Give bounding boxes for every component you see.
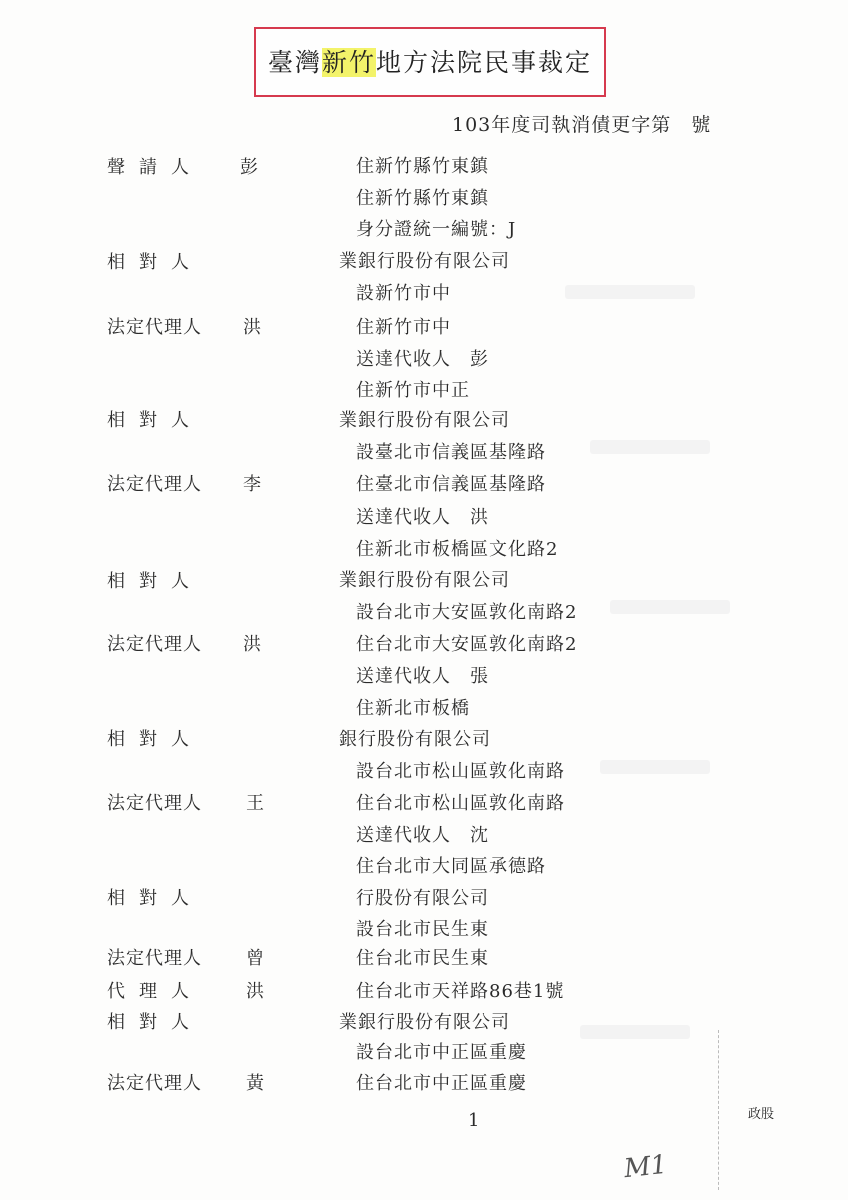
title-suffix: 地方法院民事裁定 (376, 48, 593, 77)
party-name: 曾 (246, 948, 264, 969)
address-line: 住新北市板橋區文化路2 (356, 539, 559, 560)
service-agent-line: 送達代收人 洪 (356, 507, 489, 528)
service-agent-line: 送達代收人 沈 (356, 825, 489, 846)
party-role: 法定代理人 (107, 634, 202, 655)
redaction-smudge (610, 600, 730, 614)
address-line: 設台北市中正區重慶 (356, 1042, 527, 1063)
party-name: 彭 (240, 157, 258, 178)
address-line: 住台北市大安區敦化南路2 (356, 634, 578, 655)
company-name-line: 銀行股份有限公司 (339, 729, 491, 750)
title-prefix: 臺灣 (267, 48, 322, 77)
party-role: 相對人 (107, 729, 203, 750)
address-line: 設台北市民生東 (356, 919, 489, 940)
party-role: 聲請人 (107, 157, 203, 178)
party-role: 法定代理人 (107, 793, 202, 814)
company-name-line: 業銀行股份有限公司 (339, 251, 510, 272)
party-role: 相對人 (107, 410, 203, 431)
handwritten-initials: M1 (622, 1149, 669, 1185)
party-name: 洪 (243, 634, 261, 655)
document-title-box (254, 27, 606, 97)
address-line: 設台北市大安區敦化南路2 (356, 602, 578, 623)
party-name: 洪 (243, 317, 261, 338)
id-number-line: 身分證統一編號：J (356, 219, 517, 240)
party-name: 黃 (246, 1073, 264, 1094)
party-role: 相對人 (107, 888, 203, 909)
margin-divider (718, 1030, 719, 1190)
address-line: 住新竹市中 (356, 317, 451, 338)
company-name-line: 業銀行股份有限公司 (339, 410, 510, 431)
party-role: 法定代理人 (107, 1073, 202, 1094)
party-role: 相對人 (107, 252, 203, 273)
service-agent-line: 送達代收人 張 (356, 666, 489, 687)
party-role: 法定代理人 (107, 948, 202, 969)
party-role: 法定代理人 (107, 474, 202, 495)
redaction-smudge (600, 760, 710, 774)
party-role: 法定代理人 (107, 317, 202, 338)
page-number: 1 (468, 1110, 480, 1131)
party-role: 代理人 (107, 981, 203, 1002)
document-title (256, 43, 604, 79)
party-name: 王 (246, 793, 264, 814)
party-name: 李 (243, 474, 261, 495)
address-line: 住台北市天祥路86巷1號 (356, 981, 565, 1002)
address-line: 住台北市大同區承德路 (356, 856, 546, 877)
company-name-line: 業銀行股份有限公司 (339, 570, 510, 591)
case-number: 103年度司執消債更字第 號 (452, 114, 712, 136)
address-line: 住新北市板橋 (356, 698, 470, 719)
title-highlight: 新竹 (321, 48, 376, 77)
company-name-line: 業銀行股份有限公司 (339, 1012, 510, 1033)
division-stamp: 政股 (748, 1107, 775, 1122)
address-line: 住台北市中正區重慶 (356, 1073, 527, 1094)
address-line: 住新竹縣竹東鎮 (356, 188, 489, 209)
address-line: 住台北市松山區敦化南路 (356, 793, 565, 814)
redaction-smudge (580, 1025, 690, 1039)
party-role: 相對人 (107, 571, 203, 592)
address-line: 住新竹市中正 (356, 380, 470, 401)
company-name-line: 行股份有限公司 (356, 888, 489, 909)
address-line: 住台北市民生東 (356, 948, 489, 969)
party-role: 相對人 (107, 1012, 203, 1033)
party-name: 洪 (246, 981, 264, 1002)
service-agent-line: 送達代收人 彭 (356, 349, 489, 370)
address-line: 設台北市松山區敦化南路 (356, 761, 565, 782)
redaction-smudge (565, 285, 695, 299)
address-line: 住臺北市信義區基隆路 (356, 474, 546, 495)
address-line: 設新竹市中 (356, 283, 451, 304)
address-line: 住新竹縣竹東鎮 (356, 156, 489, 177)
address-line: 設臺北市信義區基隆路 (356, 442, 546, 463)
redaction-smudge (590, 440, 710, 454)
